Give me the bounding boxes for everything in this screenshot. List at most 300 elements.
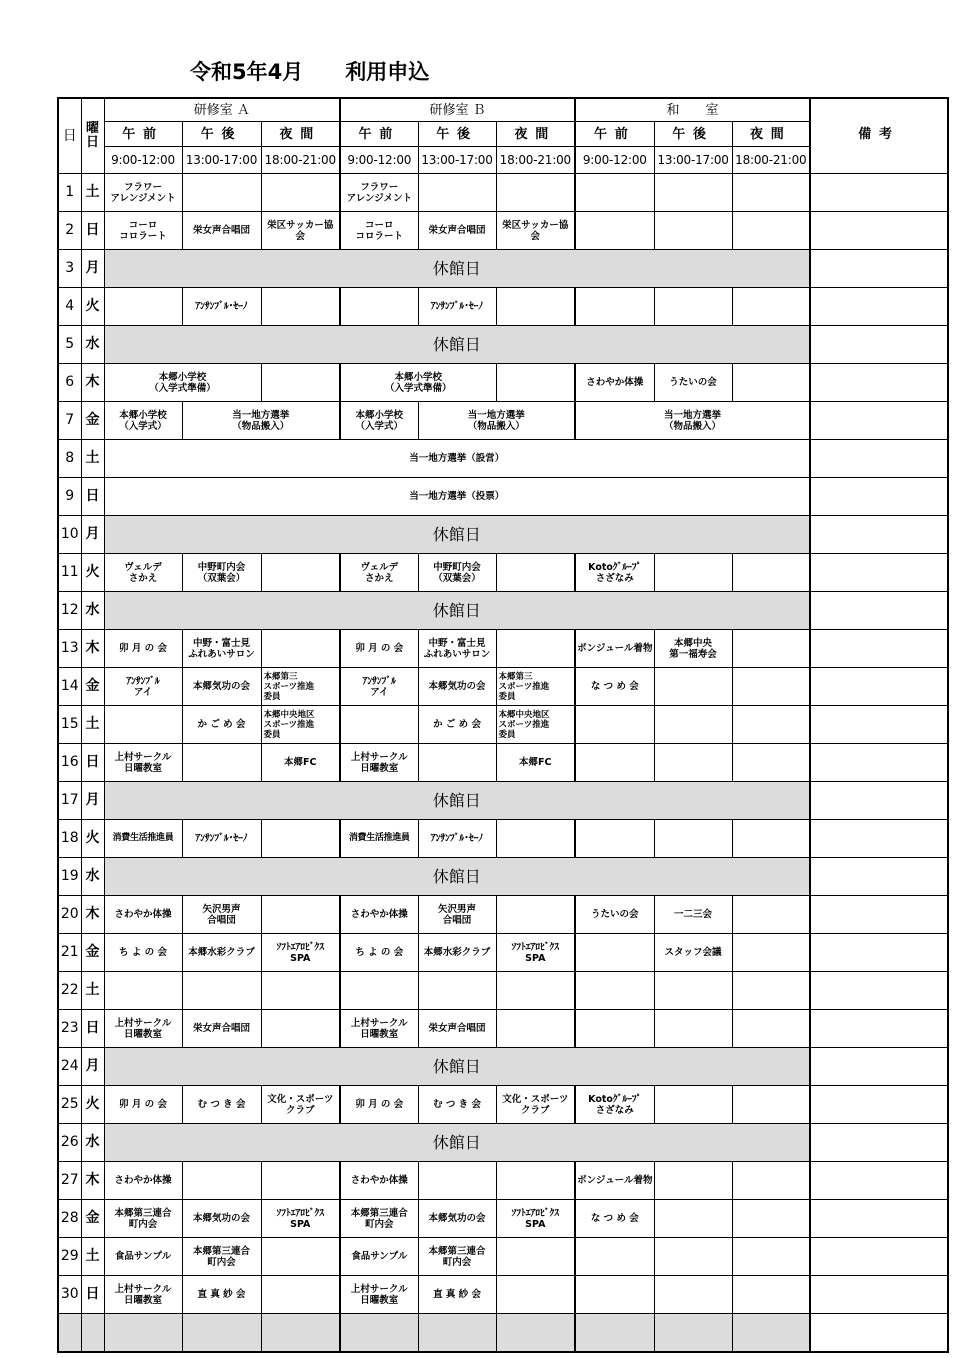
weekday: 土 xyxy=(81,440,104,478)
room-b-header: 研修室 Ｂ xyxy=(340,98,575,122)
day-number: 12 xyxy=(58,592,81,630)
booking-cell xyxy=(104,288,182,326)
booking-cell: 当一地方選挙 （物品搬入） xyxy=(575,402,810,440)
day-number: 13 xyxy=(58,630,81,668)
booking-cell: 上村サークル 日曜教室 xyxy=(104,744,182,782)
day-number: 6 xyxy=(58,364,81,402)
booking-cell xyxy=(418,744,496,782)
booking-cell: フラワー アレンジメント xyxy=(104,174,182,212)
booking-cell xyxy=(182,744,261,782)
day-number: 1 xyxy=(58,174,81,212)
day-row xyxy=(58,972,948,1010)
blank-cell xyxy=(654,1314,732,1353)
booking-cell xyxy=(261,174,340,212)
notes-cell xyxy=(810,516,948,554)
booking-cell: 矢沢男声 合唱団 xyxy=(182,896,261,934)
booking-cell: 本郷小学校 （入学式） xyxy=(340,402,418,440)
booking-cell: 栄女声合唱団 xyxy=(418,1010,496,1048)
day-header: 日 xyxy=(58,98,81,174)
booking-cell xyxy=(261,1162,340,1200)
day-row xyxy=(58,1238,948,1276)
booking-cell: さわやか体操 xyxy=(575,364,654,402)
booking-cell xyxy=(654,554,732,592)
weekday: 火 xyxy=(81,554,104,592)
day-row xyxy=(58,440,948,478)
day-row xyxy=(58,1086,948,1124)
booking-cell xyxy=(654,1010,732,1048)
booking-cell: 本郷小学校 （入学式準備） xyxy=(340,364,496,402)
weekday: 土 xyxy=(81,174,104,212)
day-row xyxy=(58,934,948,972)
booking-cell: 上村サークル 日曜教室 xyxy=(340,1276,418,1314)
weekday: 火 xyxy=(81,820,104,858)
booking-cell xyxy=(654,1238,732,1276)
time-header: 13:00-17:00 xyxy=(418,147,496,174)
day-number: 25 xyxy=(58,1086,81,1124)
booking-cell: 栄女声合唱団 xyxy=(182,212,261,250)
weekday: 日 xyxy=(81,478,104,516)
booking-cell: ｿﾌﾄｴｱﾛﾋﾞｸｽ SPA xyxy=(261,934,340,972)
day-row xyxy=(58,896,948,934)
day-row xyxy=(58,858,948,896)
weekday: 木 xyxy=(81,630,104,668)
day-number: 3 xyxy=(58,250,81,288)
notes-cell xyxy=(810,782,948,820)
booking-cell xyxy=(575,820,654,858)
booking-cell xyxy=(732,174,810,212)
booking-cell: コーロ コロラート xyxy=(340,212,418,250)
booking-cell: 上村サークル 日曜教室 xyxy=(104,1276,182,1314)
notes-cell xyxy=(810,972,948,1010)
day-row xyxy=(58,1162,948,1200)
day-number: 16 xyxy=(58,744,81,782)
booking-cell xyxy=(496,972,575,1010)
booking-cell xyxy=(261,820,340,858)
booking-cell xyxy=(732,934,810,972)
closed-label: 休館日 xyxy=(104,858,810,896)
closed-label: 休館日 xyxy=(104,592,810,630)
day-number: 22 xyxy=(58,972,81,1010)
time-header: 18:00-21:00 xyxy=(732,147,810,174)
weekday: 日 xyxy=(81,1276,104,1314)
booking-cell: さわやか体操 xyxy=(340,1162,418,1200)
weekday: 金 xyxy=(81,402,104,440)
day-number: 14 xyxy=(58,668,81,706)
booking-cell xyxy=(654,1276,732,1314)
notes-cell xyxy=(810,250,948,288)
day-row xyxy=(58,1200,948,1238)
booking-cell: 本郷気功の会 xyxy=(182,1200,261,1238)
booking-cell xyxy=(732,1238,810,1276)
booking-cell: 中野・富士見 ふれあいサロン xyxy=(418,630,496,668)
blank-cell xyxy=(104,1314,182,1353)
booking-cell: 卯 月 の 会 xyxy=(104,630,182,668)
weekday: 日 xyxy=(81,744,104,782)
booking-cell: Kotoｸﾞﾙｰﾌﾟ さざなみ xyxy=(575,1086,654,1124)
day-row xyxy=(58,516,948,554)
blank-cell xyxy=(496,1314,575,1353)
notes-cell xyxy=(810,934,948,972)
booking-cell: 本郷第三連合 町内会 xyxy=(182,1238,261,1276)
weekday: 日 xyxy=(81,212,104,250)
booking-cell xyxy=(261,1276,340,1314)
booking-cell: 本郷気功の会 xyxy=(418,668,496,706)
booking-cell xyxy=(732,820,810,858)
booking-cell: 中野・富士見 ふれあいサロン xyxy=(182,630,261,668)
day-row xyxy=(58,668,948,706)
notes-cell xyxy=(810,1314,948,1353)
booking-cell xyxy=(340,972,418,1010)
booking-cell xyxy=(575,934,654,972)
booking-cell xyxy=(732,1010,810,1048)
booking-cell: 本郷中央地区 スポーツ推進 委員 xyxy=(261,706,340,744)
booking-cell xyxy=(575,1010,654,1048)
notes-cell xyxy=(810,212,948,250)
wide-booking: 当一地方選挙（投票） xyxy=(104,478,810,516)
weekday: 水 xyxy=(81,326,104,364)
booking-cell xyxy=(732,1086,810,1124)
day-number: 21 xyxy=(58,934,81,972)
booking-cell xyxy=(261,364,340,402)
blank-cell xyxy=(182,1314,261,1353)
closed-label: 休館日 xyxy=(104,326,810,364)
booking-cell xyxy=(732,212,810,250)
booking-cell xyxy=(261,288,340,326)
booking-cell xyxy=(496,630,575,668)
day-row xyxy=(58,288,948,326)
notes-cell xyxy=(810,364,948,402)
booking-cell xyxy=(575,1276,654,1314)
blank-cell xyxy=(81,1314,104,1353)
booking-cell: 食品サンプル xyxy=(340,1238,418,1276)
day-number: 27 xyxy=(58,1162,81,1200)
booking-cell: さわやか体操 xyxy=(104,896,182,934)
weekday: 月 xyxy=(81,782,104,820)
booking-cell xyxy=(732,364,810,402)
weekday: 月 xyxy=(81,1048,104,1086)
booking-cell xyxy=(261,1010,340,1048)
booking-cell: 本郷FC xyxy=(261,744,340,782)
booking-cell xyxy=(732,744,810,782)
booking-cell: 文化・スポーツ クラブ xyxy=(496,1086,575,1124)
time-header: 18:00-21:00 xyxy=(261,147,340,174)
weekday: 水 xyxy=(81,1124,104,1162)
closed-label: 休館日 xyxy=(104,1048,810,1086)
time-header: 13:00-17:00 xyxy=(182,147,261,174)
blank-cell xyxy=(418,1314,496,1353)
booking-cell xyxy=(261,554,340,592)
booking-cell xyxy=(182,1162,261,1200)
booking-cell: 本郷水彩クラブ xyxy=(182,934,261,972)
booking-cell: コーロ コロラート xyxy=(104,212,182,250)
booking-cell xyxy=(732,1200,810,1238)
booking-cell: ｱﾝｻﾝﾌﾞﾙ アイ xyxy=(340,668,418,706)
booking-cell: ボンジュール着物 xyxy=(575,1162,654,1200)
booking-cell xyxy=(575,972,654,1010)
period-header: 午後 xyxy=(182,122,261,147)
day-row xyxy=(58,478,948,516)
period-header: 夜間 xyxy=(496,122,575,147)
booking-cell: ヴェルデ さかえ xyxy=(104,554,182,592)
notes-cell xyxy=(810,706,948,744)
booking-cell: 中野町内会 （双葉会） xyxy=(182,554,261,592)
day-number: 8 xyxy=(58,440,81,478)
reservation-table xyxy=(57,97,949,1353)
day-row xyxy=(58,174,948,212)
booking-cell: 中野町内会 （双葉会） xyxy=(418,554,496,592)
notes-cell xyxy=(810,820,948,858)
day-row xyxy=(58,1276,948,1314)
booking-cell: 直 真 紗 会 xyxy=(418,1276,496,1314)
time-header: 9:00-12:00 xyxy=(575,147,654,174)
day-number: 5 xyxy=(58,326,81,364)
booking-cell: ｱﾝｻﾝﾌﾞﾙ･ｾｰﾉ xyxy=(182,820,261,858)
booking-cell: ｿﾌﾄｴｱﾛﾋﾞｸｽ SPA xyxy=(496,1200,575,1238)
notes-cell xyxy=(810,668,948,706)
booking-cell: ｿﾌﾄｴｱﾛﾋﾞｸｽ SPA xyxy=(496,934,575,972)
booking-cell: 本郷気功の会 xyxy=(182,668,261,706)
booking-cell xyxy=(496,364,575,402)
booking-cell xyxy=(496,1238,575,1276)
period-header: 午後 xyxy=(418,122,496,147)
notes-header: 備考 xyxy=(810,98,948,174)
room-a-header: 研修室 Ａ xyxy=(104,98,340,122)
weekday: 木 xyxy=(81,896,104,934)
booking-cell: 食品サンプル xyxy=(104,1238,182,1276)
booking-cell: 本郷第三連合 町内会 xyxy=(104,1200,182,1238)
day-row xyxy=(58,402,948,440)
booking-cell xyxy=(654,1086,732,1124)
closed-label: 休館日 xyxy=(104,1124,810,1162)
booking-cell: ボンジュール着物 xyxy=(575,630,654,668)
weekday: 水 xyxy=(81,858,104,896)
wide-booking: 当一地方選挙（設営） xyxy=(104,440,810,478)
booking-cell xyxy=(732,1276,810,1314)
booking-cell: 一二三会 xyxy=(654,896,732,934)
booking-cell xyxy=(575,288,654,326)
period-header: 夜間 xyxy=(732,122,810,147)
period-header: 午前 xyxy=(340,122,418,147)
day-number: 26 xyxy=(58,1124,81,1162)
closed-label: 休館日 xyxy=(104,516,810,554)
weekday: 火 xyxy=(81,288,104,326)
booking-cell: ヴェルデ さかえ xyxy=(340,554,418,592)
booking-cell: 矢沢男声 合唱団 xyxy=(418,896,496,934)
notes-cell xyxy=(810,1124,948,1162)
notes-cell xyxy=(810,1162,948,1200)
day-row xyxy=(58,364,948,402)
booking-cell xyxy=(654,706,732,744)
notes-cell xyxy=(810,440,948,478)
weekday-header: 曜日 xyxy=(81,98,104,174)
day-number: 30 xyxy=(58,1276,81,1314)
notes-cell xyxy=(810,174,948,212)
day-row xyxy=(58,1124,948,1162)
booking-cell: 本郷中央 第一福寿会 xyxy=(654,630,732,668)
time-header: 9:00-12:00 xyxy=(104,147,182,174)
notes-cell xyxy=(810,630,948,668)
booking-cell: か ご め 会 xyxy=(182,706,261,744)
day-number: 10 xyxy=(58,516,81,554)
booking-cell xyxy=(732,1162,810,1200)
booking-cell xyxy=(418,174,496,212)
booking-cell: 上村サークル 日曜教室 xyxy=(340,744,418,782)
period-header: 午前 xyxy=(104,122,182,147)
period-header: 午前 xyxy=(575,122,654,147)
notes-cell xyxy=(810,402,948,440)
booking-cell: 栄区サッカー協 会 xyxy=(496,212,575,250)
notes-cell xyxy=(810,1010,948,1048)
day-row xyxy=(58,592,948,630)
period-header: 午後 xyxy=(654,122,732,147)
notes-cell xyxy=(810,288,948,326)
notes-cell xyxy=(810,326,948,364)
blank-cell xyxy=(575,1314,654,1353)
day-row xyxy=(58,1048,948,1086)
page-title: 令和5年4月 利用申込 xyxy=(190,60,430,84)
booking-cell: 本郷小学校 （入学式） xyxy=(104,402,182,440)
booking-cell: Kotoｸﾞﾙｰﾌﾟ さざなみ xyxy=(575,554,654,592)
booking-cell xyxy=(182,972,261,1010)
booking-cell: さわやか体操 xyxy=(340,896,418,934)
weekday: 木 xyxy=(81,1162,104,1200)
day-row xyxy=(58,782,948,820)
weekday: 土 xyxy=(81,972,104,1010)
booking-cell xyxy=(575,174,654,212)
room-japanese-header: 和 室 xyxy=(575,98,810,122)
booking-cell xyxy=(654,820,732,858)
booking-cell: 本郷第三 スポーツ推進 委員 xyxy=(261,668,340,706)
blank-cell xyxy=(58,1314,81,1353)
day-number: 24 xyxy=(58,1048,81,1086)
day-row xyxy=(58,554,948,592)
closed-label: 休館日 xyxy=(104,782,810,820)
day-number: 7 xyxy=(58,402,81,440)
booking-cell xyxy=(732,972,810,1010)
booking-cell: 本郷FC xyxy=(496,744,575,782)
booking-cell xyxy=(654,1200,732,1238)
notes-cell xyxy=(810,744,948,782)
booking-cell: む つ き 会 xyxy=(182,1086,261,1124)
booking-cell: フラワー アレンジメント xyxy=(340,174,418,212)
day-row xyxy=(58,212,948,250)
booking-cell xyxy=(732,288,810,326)
day-row xyxy=(58,820,948,858)
booking-cell: 上村サークル 日曜教室 xyxy=(340,1010,418,1048)
time-header: 9:00-12:00 xyxy=(340,147,418,174)
booking-cell: な つ め 会 xyxy=(575,668,654,706)
weekday: 月 xyxy=(81,516,104,554)
booking-cell: うたいの会 xyxy=(575,896,654,934)
blank-row xyxy=(58,1314,948,1353)
booking-cell xyxy=(104,972,182,1010)
notes-cell xyxy=(810,896,948,934)
booking-cell xyxy=(654,668,732,706)
booking-cell: 栄女声合唱団 xyxy=(182,1010,261,1048)
booking-cell xyxy=(732,554,810,592)
closed-label: 休館日 xyxy=(104,250,810,288)
booking-cell: ｱﾝｻﾝﾌﾞﾙ アイ xyxy=(104,668,182,706)
booking-cell: ｱﾝｻﾝﾌﾞﾙ･ｾｰﾉ xyxy=(182,288,261,326)
booking-cell xyxy=(654,212,732,250)
booking-cell: 本郷気功の会 xyxy=(418,1200,496,1238)
booking-cell: 当一地方選挙 （物品搬入） xyxy=(182,402,340,440)
weekday: 木 xyxy=(81,364,104,402)
weekday: 火 xyxy=(81,1086,104,1124)
time-header: 13:00-17:00 xyxy=(654,147,732,174)
day-row xyxy=(58,706,948,744)
booking-cell: うたいの会 xyxy=(654,364,732,402)
booking-cell xyxy=(575,212,654,250)
day-row xyxy=(58,630,948,668)
booking-cell xyxy=(261,972,340,1010)
booking-cell xyxy=(496,820,575,858)
booking-cell: 本郷第三 スポーツ推進 委員 xyxy=(496,668,575,706)
booking-cell xyxy=(654,174,732,212)
booking-cell xyxy=(340,706,418,744)
day-number: 11 xyxy=(58,554,81,592)
notes-cell xyxy=(810,478,948,516)
booking-cell xyxy=(496,554,575,592)
notes-cell xyxy=(810,554,948,592)
booking-cell: 卯 月 の 会 xyxy=(340,630,418,668)
booking-cell xyxy=(654,288,732,326)
notes-cell xyxy=(810,1200,948,1238)
weekday: 金 xyxy=(81,934,104,972)
booking-cell xyxy=(418,1162,496,1200)
booking-cell xyxy=(732,896,810,934)
booking-cell xyxy=(261,630,340,668)
booking-cell: ｿﾌﾄｴｱﾛﾋﾞｸｽ SPA xyxy=(261,1200,340,1238)
day-number: 19 xyxy=(58,858,81,896)
weekday: 日 xyxy=(81,1010,104,1048)
booking-cell xyxy=(575,1238,654,1276)
notes-cell xyxy=(810,592,948,630)
booking-cell: 本郷小学校 （入学式準備） xyxy=(104,364,261,402)
booking-cell xyxy=(261,896,340,934)
day-number: 2 xyxy=(58,212,81,250)
booking-cell xyxy=(496,174,575,212)
booking-cell xyxy=(575,706,654,744)
notes-cell xyxy=(810,1086,948,1124)
booking-cell xyxy=(496,1162,575,1200)
booking-cell: 本郷第三連合 町内会 xyxy=(340,1200,418,1238)
booking-cell: ち よ の 会 xyxy=(104,934,182,972)
day-number: 20 xyxy=(58,896,81,934)
day-number: 17 xyxy=(58,782,81,820)
day-number: 29 xyxy=(58,1238,81,1276)
day-number: 28 xyxy=(58,1200,81,1238)
booking-cell: 直 真 紗 会 xyxy=(182,1276,261,1314)
day-number: 9 xyxy=(58,478,81,516)
booking-cell: ｱﾝｻﾝﾌﾞﾙ･ｾｰﾉ xyxy=(418,288,496,326)
blank-cell xyxy=(340,1314,418,1353)
booking-cell xyxy=(654,972,732,1010)
day-row xyxy=(58,250,948,288)
booking-cell xyxy=(104,706,182,744)
notes-cell xyxy=(810,858,948,896)
booking-cell: か ご め 会 xyxy=(418,706,496,744)
booking-cell: 文化・スポーツ クラブ xyxy=(261,1086,340,1124)
booking-cell: さわやか体操 xyxy=(104,1162,182,1200)
booking-cell xyxy=(654,1162,732,1200)
booking-cell xyxy=(732,630,810,668)
booking-cell: 栄区サッカー協 会 xyxy=(261,212,340,250)
booking-cell xyxy=(732,706,810,744)
day-row xyxy=(58,326,948,364)
weekday: 水 xyxy=(81,592,104,630)
booking-cell: 栄女声合唱団 xyxy=(418,212,496,250)
